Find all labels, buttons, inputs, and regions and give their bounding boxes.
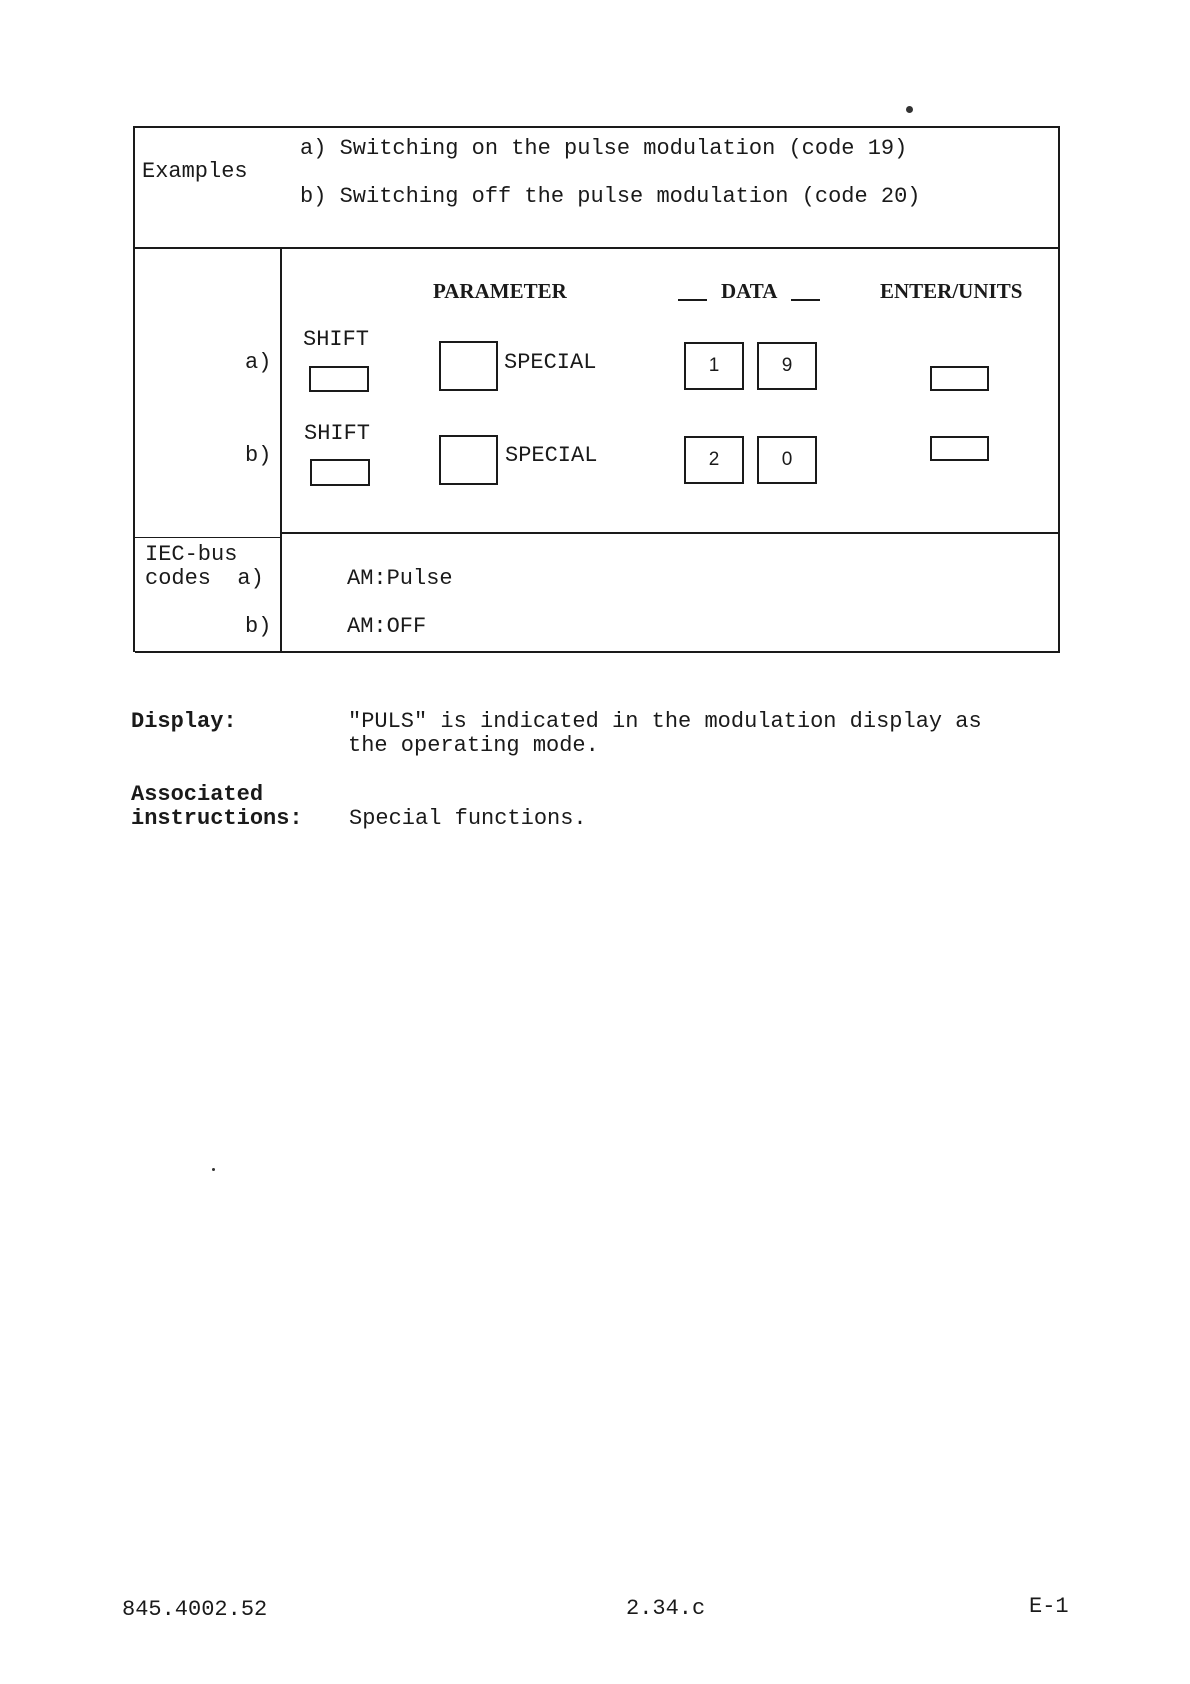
shift-key-b (310, 459, 370, 486)
display-label: Display: (131, 709, 237, 734)
enter-units-key-b (930, 436, 989, 461)
scan-speck (212, 1168, 215, 1171)
digit-key: 9 (757, 342, 817, 390)
special-label-a: SPECIAL (504, 350, 597, 375)
iec-code-b: AM:OFF (347, 614, 427, 639)
iec-label-b: b) (245, 614, 272, 639)
associated-label-line2: instructions: (131, 806, 303, 831)
display-text-line1: "PULS" is indicated in the modulation display as (348, 709, 982, 734)
iec-code-a: AM:Pulse (347, 566, 453, 591)
footer-page: E-1 (1029, 1594, 1069, 1619)
footer-section: 2.34.c (626, 1596, 706, 1621)
header-enter-units: ENTER/UNITS (880, 279, 1023, 303)
row-a-label: a) (245, 350, 272, 375)
example-b-text: b) Switching off the pulse modulation (code 20) (300, 184, 921, 209)
example-a-text: a) Switching on the pulse modulation (code 19) (300, 136, 908, 161)
display-text-line2: the operating mode. (348, 733, 599, 758)
iec-label-line2: codes a) (145, 566, 264, 591)
iec-label-line1: IEC-bus (145, 542, 238, 567)
enter-units-key-a (930, 366, 989, 391)
shift-label-a: SHIFT (303, 327, 370, 352)
digit-key: 1 (684, 342, 744, 390)
data-dash-left (678, 299, 707, 301)
special-key-b (439, 435, 498, 485)
header-parameter: PARAMETER (433, 279, 567, 303)
examples-label: Examples (142, 159, 248, 184)
shift-key-a (309, 366, 369, 392)
digit-key: 2 (684, 436, 744, 484)
digit-key: 0 (757, 436, 817, 484)
scan-speck (906, 106, 913, 113)
shift-label-b: SHIFT (304, 421, 371, 446)
header-data: DATA (721, 279, 778, 303)
footer-doc-number: 845.4002.52 (122, 1597, 268, 1622)
row-b-label: b) (245, 443, 272, 468)
special-key-a (439, 341, 498, 391)
associated-label-line1: Associated (131, 782, 264, 807)
data-dash-right (791, 299, 820, 301)
associated-text: Special functions. (349, 806, 587, 831)
special-label-b: SPECIAL (505, 443, 598, 468)
